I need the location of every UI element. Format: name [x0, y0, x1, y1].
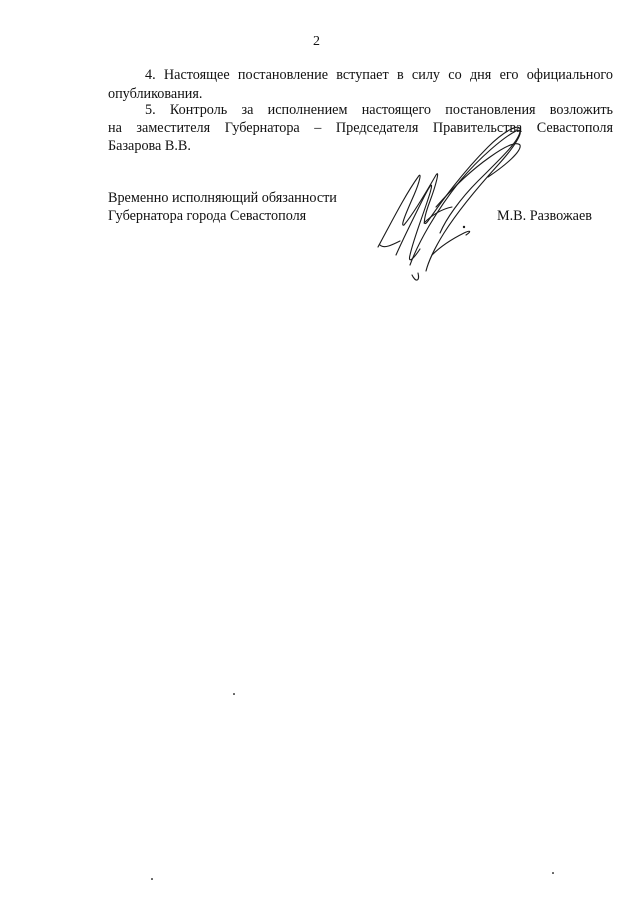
- paragraph-5-line-2: на заместителя Губернатора – Председателя Правительства Севастополя: [108, 120, 613, 136]
- signer-name: М.В. Развожаев: [497, 208, 592, 224]
- position-line-1: Временно исполняющий обязанности: [108, 190, 337, 206]
- handwritten-signature: [370, 115, 530, 285]
- paragraph-5-line-1: 5. Контроль за исполнением настоящего постановления возложить: [145, 102, 613, 118]
- position-line-2: Губернатора города Севастополя: [108, 208, 307, 224]
- scan-speck: [233, 693, 235, 695]
- scan-speck: [552, 872, 554, 874]
- paragraph-4-line-1: 4. Настоящее постановление вступает в силу со дня его официального: [145, 67, 613, 83]
- paragraph-4-line-2: опубликования.: [108, 86, 203, 102]
- signatory-position: [108, 189, 337, 225]
- paragraph-5-line-3: Базарова В.В.: [108, 138, 191, 154]
- page-number: 2: [313, 34, 320, 49]
- scan-speck: [151, 878, 153, 880]
